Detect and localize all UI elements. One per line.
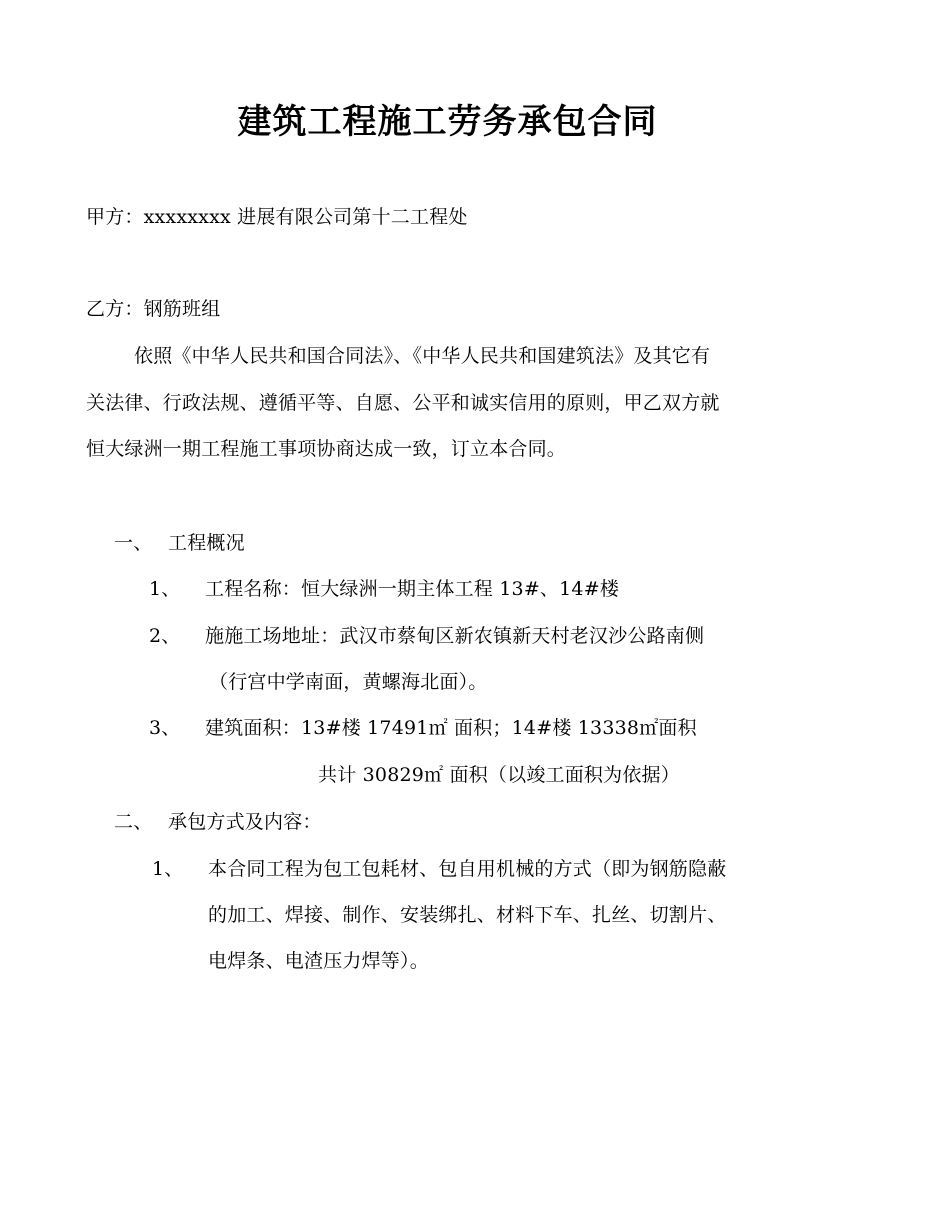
party-b-line: 乙方：钢筋班组 xyxy=(86,298,221,320)
section-1-item-3-number: 3、 xyxy=(149,717,181,739)
section-1-number: 一、 xyxy=(114,532,153,554)
preamble-line-1: 依照《中华人民共和国合同法》、《中华人民共和国建筑法》及其它有 xyxy=(134,345,711,367)
section-2-item-1-number: 1、 xyxy=(152,858,184,880)
section-2-item-1-line-3: 电焊条、电渣压力焊等）。 xyxy=(208,950,429,972)
section-2-heading: 承包方式及内容： xyxy=(168,811,322,833)
preamble-line-3: 恒大绿洲一期工程施工事项协商达成一致，订立本合同。 xyxy=(86,438,567,460)
contract-title: 建筑工程施工劳务承包合同 xyxy=(237,102,658,142)
section-1-item-1-number: 1、 xyxy=(149,578,181,600)
section-1-item-2-number: 2、 xyxy=(149,625,181,647)
party-a-line: 甲方：xxxxxxxx 进展有限公司第十二工程处 xyxy=(86,206,468,228)
section-2-item-1-line-1: 本合同工程为包工包耗材、包自用机械的方式（即为钢筋隐蔽 xyxy=(208,858,727,880)
section-1-item-2-text: 施施工场地址：武汉市蔡甸区新农镇新天村老汉沙公路南侧 xyxy=(205,625,705,647)
section-1-item-1-text: 工程名称：恒大绿洲一期主体工程 13#、14#楼 xyxy=(205,578,620,600)
section-1-item-3-continuation: 共计 30829㎡ 面积（以竣工面积为依据） xyxy=(318,764,680,786)
section-1-heading: 工程概况 xyxy=(168,532,245,554)
preamble-line-2: 关法律、行政法规、遵循平等、自愿、公平和诚实信用的原则，甲乙双方就 xyxy=(86,392,720,414)
section-2-number: 二、 xyxy=(114,811,153,833)
section-2-item-1-line-2: 的加工、焊接、制作、安装绑扎、材料下车、扎丝、切割片、 xyxy=(208,904,727,926)
section-1-item-3-text: 建筑面积：13#楼 17491㎡ 面积；14#楼 13338㎡面积 xyxy=(205,717,697,739)
section-1-item-2-continuation: （行宫中学南面，黄螺海北面）。 xyxy=(209,671,488,693)
